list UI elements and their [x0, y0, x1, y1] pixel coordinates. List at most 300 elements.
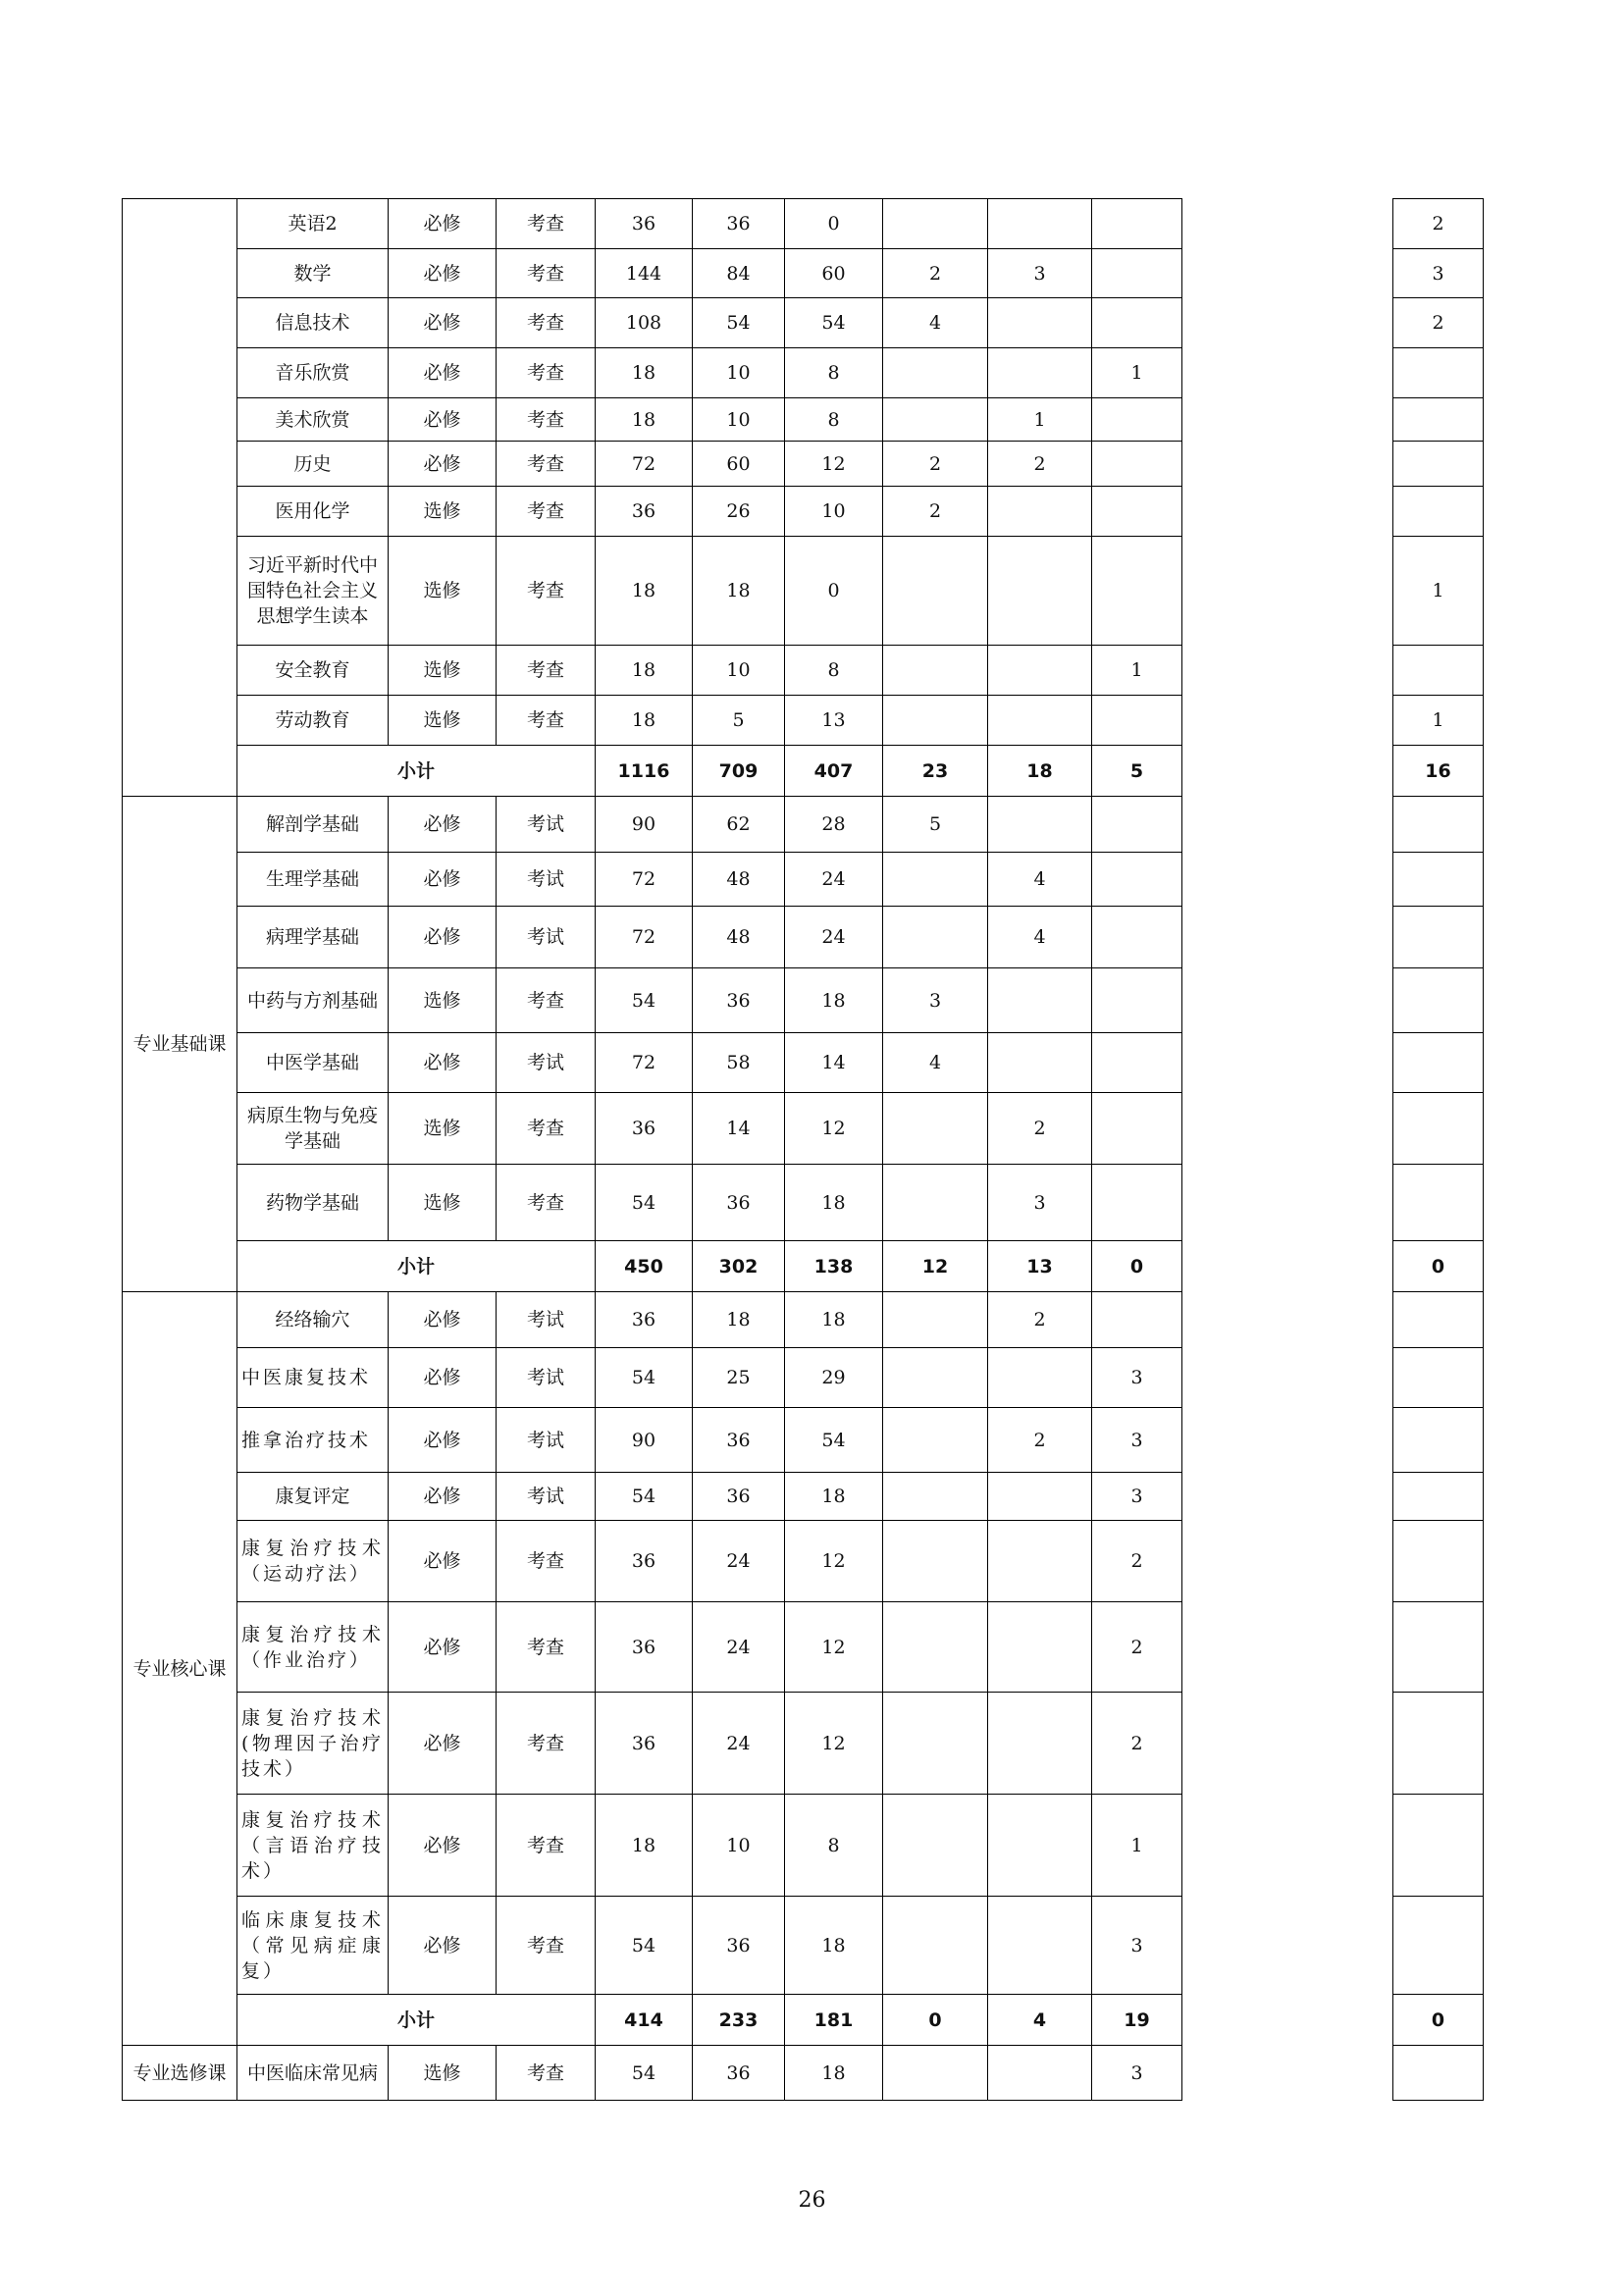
assessment-method: 考查: [497, 348, 596, 398]
course-type: 选修: [389, 646, 497, 696]
semester-1-hours: [883, 1521, 988, 1602]
semester-2-hours: [988, 1897, 1092, 1995]
assessment-method: 考查: [497, 1521, 596, 1602]
course-row: [123, 442, 1182, 487]
practice-hours: 8: [785, 348, 883, 398]
theory-hours: 36: [693, 968, 785, 1033]
semester-3-hours: [1092, 199, 1182, 249]
theory-hours: 18: [693, 1292, 785, 1348]
side-value: [1393, 398, 1484, 442]
theory-hours: 58: [693, 1033, 785, 1093]
course-name: 信息技术: [237, 298, 389, 348]
total-hours: 18: [596, 1795, 693, 1897]
semester-2-hours: [988, 646, 1092, 696]
course-type: 必修: [389, 442, 497, 487]
semester-1-hours: [883, 1292, 988, 1348]
assessment-method: 考查: [497, 2046, 596, 2101]
practice-hours: 12: [785, 1693, 883, 1795]
total-hours: 36: [596, 1693, 693, 1795]
course-name: 康复治疗技术（作业治疗）: [237, 1602, 389, 1693]
theory-hours: 24: [693, 1693, 785, 1795]
assessment-method: 考试: [497, 1348, 596, 1408]
semester-1-hours: [883, 646, 988, 696]
course-row: [123, 1693, 1182, 1795]
total-hours: 18: [596, 646, 693, 696]
side-value: [1393, 348, 1484, 398]
assessment-method: 考查: [497, 249, 596, 298]
course-row: [123, 907, 1182, 968]
category-cell: 专业核心课: [123, 1292, 237, 2046]
course-row: [123, 1408, 1182, 1473]
course-type: 必修: [389, 1473, 497, 1521]
practice-hours: 12: [785, 1521, 883, 1602]
semester-1-hours: 2: [883, 249, 988, 298]
subtotal-theory: 233: [693, 1995, 785, 2046]
course-type: 必修: [389, 1602, 497, 1693]
semester-3-hours: [1092, 797, 1182, 853]
semester-2-hours: [988, 487, 1092, 537]
total-hours: 90: [596, 1408, 693, 1473]
practice-hours: 18: [785, 1292, 883, 1348]
practice-hours: 29: [785, 1348, 883, 1408]
side-value: [1393, 1033, 1484, 1093]
assessment-method: 考查: [497, 442, 596, 487]
course-name: 数学: [237, 249, 389, 298]
practice-hours: 10: [785, 487, 883, 537]
theory-hours: 5: [693, 696, 785, 746]
total-hours: 36: [596, 1602, 693, 1693]
semester-1-hours: [883, 1473, 988, 1521]
total-hours: 54: [596, 1897, 693, 1995]
theory-hours: 48: [693, 907, 785, 968]
semester-2-hours: 3: [988, 249, 1092, 298]
course-name: 中药与方剂基础: [237, 968, 389, 1033]
semester-2-hours: [988, 696, 1092, 746]
side-value: [1393, 1693, 1484, 1795]
course-type: 必修: [389, 398, 497, 442]
semester-2-hours: [988, 2046, 1092, 2101]
course-name: 劳动教育: [237, 696, 389, 746]
total-hours: 54: [596, 2046, 693, 2101]
semester-1-hours: 3: [883, 968, 988, 1033]
course-type: 选修: [389, 1165, 497, 1241]
course-type: 必修: [389, 348, 497, 398]
course-name: 历史: [237, 442, 389, 487]
total-hours: 72: [596, 1033, 693, 1093]
course-row: [123, 1033, 1182, 1093]
course-name: 医用化学: [237, 487, 389, 537]
semester-1-hours: 4: [883, 298, 988, 348]
practice-hours: 12: [785, 1602, 883, 1693]
course-type: 必修: [389, 1521, 497, 1602]
subtotal-practice: 407: [785, 746, 883, 797]
semester-1-hours: [883, 907, 988, 968]
assessment-method: 考查: [497, 487, 596, 537]
theory-hours: 26: [693, 487, 785, 537]
semester-1-hours: [883, 1165, 988, 1241]
subtotal-row: [123, 1241, 1182, 1292]
theory-hours: 62: [693, 797, 785, 853]
total-hours: 54: [596, 1473, 693, 1521]
side-value: [1393, 1521, 1484, 1602]
semester-2-hours: 2: [988, 1408, 1092, 1473]
total-hours: 108: [596, 298, 693, 348]
subtotal-label: 小计: [237, 1241, 596, 1292]
subtotal-total: 414: [596, 1995, 693, 2046]
practice-hours: 8: [785, 398, 883, 442]
semester-2-hours: 1: [988, 398, 1092, 442]
course-row: [123, 298, 1182, 348]
course-name: 药物学基础: [237, 1165, 389, 1241]
practice-hours: 8: [785, 646, 883, 696]
side-value: [1393, 1292, 1484, 1348]
course-name: 病理学基础: [237, 907, 389, 968]
theory-hours: 84: [693, 249, 785, 298]
subtotal-label: 小计: [237, 1995, 596, 2046]
total-hours: 54: [596, 1348, 693, 1408]
assessment-method: 考查: [497, 646, 596, 696]
semester-1-hours: [883, 2046, 988, 2101]
theory-hours: 36: [693, 1473, 785, 1521]
course-type: 必修: [389, 1408, 497, 1473]
theory-hours: 54: [693, 298, 785, 348]
semester-3-hours: [1092, 1292, 1182, 1348]
subtotal-semester-1: 23: [883, 746, 988, 797]
semester-3-hours: 1: [1092, 1795, 1182, 1897]
assessment-method: 考查: [497, 1093, 596, 1165]
course-name: 音乐欣赏: [237, 348, 389, 398]
practice-hours: 12: [785, 1093, 883, 1165]
semester-3-hours: [1092, 487, 1182, 537]
course-row: [123, 348, 1182, 398]
semester-3-hours: [1092, 1165, 1182, 1241]
semester-1-hours: [883, 1348, 988, 1408]
course-type: 必修: [389, 797, 497, 853]
semester-2-hours: [988, 1795, 1092, 1897]
semester-3-hours: [1092, 537, 1182, 646]
category-cell: 专业选修课: [123, 2046, 237, 2101]
course-type: 必修: [389, 1033, 497, 1093]
semester-2-hours: [988, 1473, 1092, 1521]
subtotal-practice: 181: [785, 1995, 883, 2046]
course-type: 必修: [389, 1795, 497, 1897]
course-name: 生理学基础: [237, 853, 389, 907]
side-value: [1393, 907, 1484, 968]
subtotal-side-value: 0: [1393, 1995, 1484, 2046]
course-table: [122, 198, 1182, 2101]
assessment-method: 考试: [497, 1033, 596, 1093]
practice-hours: 18: [785, 1165, 883, 1241]
semester-2-hours: 2: [988, 1093, 1092, 1165]
course-type: 必修: [389, 1348, 497, 1408]
semester-2-hours: [988, 1033, 1092, 1093]
course-type: 选修: [389, 968, 497, 1033]
subtotal-semester-2: 4: [988, 1995, 1092, 2046]
semester-3-hours: [1092, 696, 1182, 746]
practice-hours: 0: [785, 537, 883, 646]
semester-3-hours: [1092, 442, 1182, 487]
semester-1-hours: [883, 537, 988, 646]
semester-1-hours: [883, 853, 988, 907]
category-cell: 专业基础课: [123, 797, 237, 1292]
practice-hours: 12: [785, 442, 883, 487]
course-name: 经络输穴: [237, 1292, 389, 1348]
practice-hours: 24: [785, 907, 883, 968]
assessment-method: 考试: [497, 1408, 596, 1473]
course-row: [123, 249, 1182, 298]
side-value: [1393, 1473, 1484, 1521]
semester-1-hours: [883, 398, 988, 442]
total-hours: 90: [596, 797, 693, 853]
theory-hours: 36: [693, 1408, 785, 1473]
semester-1-hours: [883, 1093, 988, 1165]
assessment-method: 考查: [497, 199, 596, 249]
semester-1-hours: 2: [883, 442, 988, 487]
semester-2-hours: [988, 1521, 1092, 1602]
total-hours: 36: [596, 1093, 693, 1165]
course-type: 选修: [389, 1093, 497, 1165]
semester-3-hours: 2: [1092, 1602, 1182, 1693]
course-type: 必修: [389, 907, 497, 968]
course-row: [123, 1093, 1182, 1165]
side-value: [1393, 442, 1484, 487]
semester-2-hours: 4: [988, 853, 1092, 907]
course-row: [123, 1521, 1182, 1602]
theory-hours: 10: [693, 646, 785, 696]
subtotal-row: [123, 1995, 1182, 2046]
course-row: [123, 537, 1182, 646]
semester-3-hours: [1092, 1093, 1182, 1165]
course-row: [123, 1348, 1182, 1408]
course-name: 康复治疗技术（运动疗法）: [237, 1521, 389, 1602]
semester-1-hours: [883, 1408, 988, 1473]
semester-3-hours: [1092, 249, 1182, 298]
course-row: [123, 398, 1182, 442]
subtotal-row: [123, 746, 1182, 797]
assessment-method: 考查: [497, 298, 596, 348]
credit-column-table: [1392, 198, 1484, 2101]
course-row: [123, 1602, 1182, 1693]
side-value: [1393, 1093, 1484, 1165]
course-type: 选修: [389, 2046, 497, 2101]
side-value: [1393, 1602, 1484, 1693]
semester-1-hours: [883, 696, 988, 746]
semester-2-hours: [988, 537, 1092, 646]
assessment-method: 考试: [497, 1292, 596, 1348]
semester-2-hours: [988, 298, 1092, 348]
side-value: 2: [1393, 298, 1484, 348]
side-value: [1393, 1795, 1484, 1897]
course-row: [123, 487, 1182, 537]
practice-hours: 24: [785, 853, 883, 907]
total-hours: 36: [596, 1521, 693, 1602]
subtotal-theory: 302: [693, 1241, 785, 1292]
course-row: [123, 199, 1182, 249]
subtotal-semester-1: 12: [883, 1241, 988, 1292]
course-name: 康复治疗技术(物理因子治疗技术）: [237, 1693, 389, 1795]
course-row: [123, 1165, 1182, 1241]
side-value: [1393, 853, 1484, 907]
course-name: 中医临床常见病: [237, 2046, 389, 2101]
assessment-method: 考查: [497, 1165, 596, 1241]
semester-1-hours: [883, 1795, 988, 1897]
course-row: [123, 797, 1182, 853]
total-hours: 18: [596, 537, 693, 646]
semester-2-hours: 2: [988, 1292, 1092, 1348]
course-type: 必修: [389, 249, 497, 298]
subtotal-label: 小计: [237, 746, 596, 797]
semester-2-hours: 4: [988, 907, 1092, 968]
total-hours: 54: [596, 1165, 693, 1241]
theory-hours: 10: [693, 398, 785, 442]
semester-3-hours: 3: [1092, 2046, 1182, 2101]
side-value: [1393, 487, 1484, 537]
page-number: 26: [798, 2188, 826, 2213]
theory-hours: 25: [693, 1348, 785, 1408]
subtotal-total: 450: [596, 1241, 693, 1292]
semester-1-hours: [883, 1693, 988, 1795]
side-value: 2: [1393, 199, 1484, 249]
semester-2-hours: [988, 348, 1092, 398]
course-name: 病原生物与免疫学基础: [237, 1093, 389, 1165]
course-type: 必修: [389, 1292, 497, 1348]
total-hours: 36: [596, 1292, 693, 1348]
course-type: 选修: [389, 696, 497, 746]
semester-2-hours: 2: [988, 442, 1092, 487]
practice-hours: 60: [785, 249, 883, 298]
practice-hours: 18: [785, 2046, 883, 2101]
side-value: 3: [1393, 249, 1484, 298]
semester-2-hours: [988, 1693, 1092, 1795]
course-row: [123, 853, 1182, 907]
course-row: [123, 2046, 1182, 2101]
semester-1-hours: 2: [883, 487, 988, 537]
side-value: [1393, 646, 1484, 696]
semester-2-hours: [988, 199, 1092, 249]
category-cell: [123, 199, 237, 797]
side-value: 1: [1393, 537, 1484, 646]
total-hours: 144: [596, 249, 693, 298]
total-hours: 36: [596, 199, 693, 249]
practice-hours: 8: [785, 1795, 883, 1897]
course-name: 康复评定: [237, 1473, 389, 1521]
subtotal-semester-3: 0: [1092, 1241, 1182, 1292]
assessment-method: 考查: [497, 1795, 596, 1897]
semester-3-hours: [1092, 853, 1182, 907]
course-name: 临床康复技术（常见病症康复）: [237, 1897, 389, 1995]
theory-hours: 60: [693, 442, 785, 487]
total-hours: 72: [596, 907, 693, 968]
theory-hours: 24: [693, 1602, 785, 1693]
side-value: [1393, 1408, 1484, 1473]
subtotal-semester-3: 5: [1092, 746, 1182, 797]
course-name: 英语2: [237, 199, 389, 249]
side-value: [1393, 2046, 1484, 2101]
assessment-method: 考试: [497, 853, 596, 907]
subtotal-semester-2: 13: [988, 1241, 1092, 1292]
course-name: 解剖学基础: [237, 797, 389, 853]
subtotal-side-value: 16: [1393, 746, 1484, 797]
semester-2-hours: [988, 797, 1092, 853]
theory-hours: 36: [693, 2046, 785, 2101]
semester-3-hours: [1092, 968, 1182, 1033]
theory-hours: 36: [693, 1897, 785, 1995]
side-value: [1393, 1897, 1484, 1995]
course-row: [123, 1897, 1182, 1995]
course-row: [123, 1292, 1182, 1348]
assessment-method: 考查: [497, 1897, 596, 1995]
semester-1-hours: 4: [883, 1033, 988, 1093]
subtotal-semester-3: 19: [1092, 1995, 1182, 2046]
course-name: 康复治疗技术（言语治疗技术）: [237, 1795, 389, 1897]
course-type: 选修: [389, 487, 497, 537]
practice-hours: 54: [785, 298, 883, 348]
practice-hours: 13: [785, 696, 883, 746]
side-value: [1393, 1348, 1484, 1408]
subtotal-semester-2: 18: [988, 746, 1092, 797]
course-row: [123, 646, 1182, 696]
semester-2-hours: [988, 1602, 1092, 1693]
semester-1-hours: [883, 1897, 988, 1995]
subtotal-practice: 138: [785, 1241, 883, 1292]
semester-1-hours: [883, 1602, 988, 1693]
semester-1-hours: [883, 199, 988, 249]
assessment-method: 考查: [497, 537, 596, 646]
semester-2-hours: 3: [988, 1165, 1092, 1241]
theory-hours: 24: [693, 1521, 785, 1602]
theory-hours: 18: [693, 537, 785, 646]
total-hours: 18: [596, 398, 693, 442]
practice-hours: 18: [785, 1473, 883, 1521]
side-value: [1393, 1165, 1484, 1241]
theory-hours: 36: [693, 1165, 785, 1241]
side-value: 1: [1393, 696, 1484, 746]
semester-1-hours: [883, 348, 988, 398]
course-name: 中医康复技术: [237, 1348, 389, 1408]
total-hours: 18: [596, 348, 693, 398]
assessment-method: 考试: [497, 907, 596, 968]
practice-hours: 18: [785, 968, 883, 1033]
course-row: [123, 968, 1182, 1033]
subtotal-side-value: 0: [1393, 1241, 1484, 1292]
assessment-method: 考查: [497, 1602, 596, 1693]
assessment-method: 考查: [497, 1693, 596, 1795]
practice-hours: 28: [785, 797, 883, 853]
course-type: 必修: [389, 199, 497, 249]
practice-hours: 14: [785, 1033, 883, 1093]
semester-3-hours: 1: [1092, 646, 1182, 696]
practice-hours: 18: [785, 1897, 883, 1995]
semester-3-hours: 1: [1092, 348, 1182, 398]
course-name: 推拿治疗技术: [237, 1408, 389, 1473]
practice-hours: 54: [785, 1408, 883, 1473]
semester-3-hours: 3: [1092, 1473, 1182, 1521]
total-hours: 18: [596, 696, 693, 746]
side-value: [1393, 968, 1484, 1033]
semester-3-hours: 2: [1092, 1521, 1182, 1602]
subtotal-total: 1116: [596, 746, 693, 797]
course-name: 安全教育: [237, 646, 389, 696]
side-value: [1393, 797, 1484, 853]
subtotal-theory: 709: [693, 746, 785, 797]
total-hours: 36: [596, 487, 693, 537]
course-type: 必修: [389, 1897, 497, 1995]
semester-3-hours: [1092, 398, 1182, 442]
course-name: 习近平新时代中国特色社会主义思想学生读本: [237, 537, 389, 646]
total-hours: 72: [596, 442, 693, 487]
course-type: 必修: [389, 853, 497, 907]
theory-hours: 14: [693, 1093, 785, 1165]
